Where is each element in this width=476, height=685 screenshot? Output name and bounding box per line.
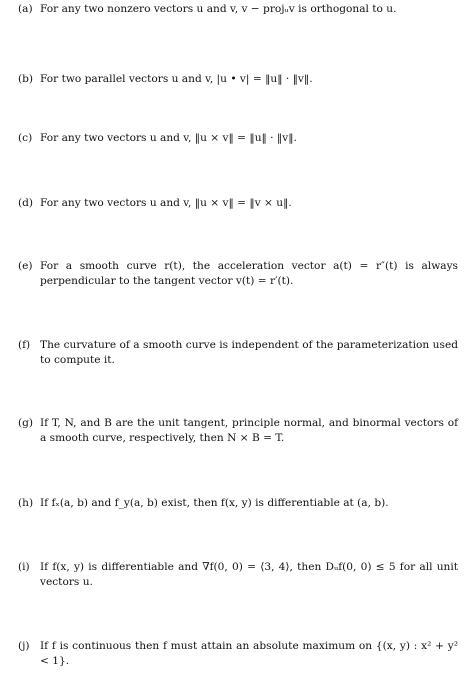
statement-label: (a) [18, 3, 33, 15]
statement-label: (b) [18, 73, 34, 85]
statement-c [18, 131, 458, 146]
statement-text: If T, N, and B are the unit tangent, principle normal, and binormal vectors of a smooth curve, respectively, then N × B = T. [40, 417, 458, 444]
statement-label: (d) [18, 197, 34, 209]
statement-label: (h) [18, 497, 34, 509]
statement-text: For any two vectors u and v, ‖u × v‖ = ‖u‖ · ‖v‖. [40, 132, 297, 144]
statement-j [18, 639, 458, 669]
statement-g [18, 416, 458, 446]
statement-label: (f) [18, 339, 31, 351]
statement-e [18, 259, 458, 289]
statement-text: For any two nonzero vectors u and v, v − projᵤv is orthogonal to u. [40, 3, 397, 15]
statement-text: For a smooth curve r(t), the acceleration vector a(t) = r″(t) is always perpendicular to the tangent vector v(t) = r′(t). [40, 260, 458, 287]
statement-label: (i) [18, 561, 30, 573]
statement-label: (c) [18, 132, 33, 144]
statement-text: For any two vectors u and v, ‖u × v‖ = ‖v × u‖. [40, 197, 292, 209]
statement-label: (g) [18, 417, 34, 429]
statement-f [18, 338, 458, 368]
statement-a [18, 2, 458, 17]
statement-text: For two parallel vectors u and v, |u • v| = ‖u‖ · ‖v‖. [40, 73, 313, 85]
statement-text: If f is continuous then f must attain an absolute maximum on {(x, y) : x² + y² < 1}. [40, 640, 458, 667]
statement-text: If fₓ(a, b) and f_y(a, b) exist, then f(x, y) is differentiable at (a, b). [40, 497, 389, 509]
statement-b [18, 72, 458, 87]
statement-i [18, 560, 458, 590]
statement-text: If f(x, y) is differentiable and ∇f(0, 0) = ⟨3, 4⟩, then Dᵤf(0, 0) ≤ 5 for all unit vectors u. [40, 561, 458, 588]
statement-h [18, 496, 458, 511]
statement-text: The curvature of a smooth curve is independent of the parameterization used to compute it. [40, 339, 458, 366]
statement-label: (j) [18, 640, 30, 652]
statement-label: (e) [18, 260, 33, 272]
statement-d [18, 196, 458, 211]
